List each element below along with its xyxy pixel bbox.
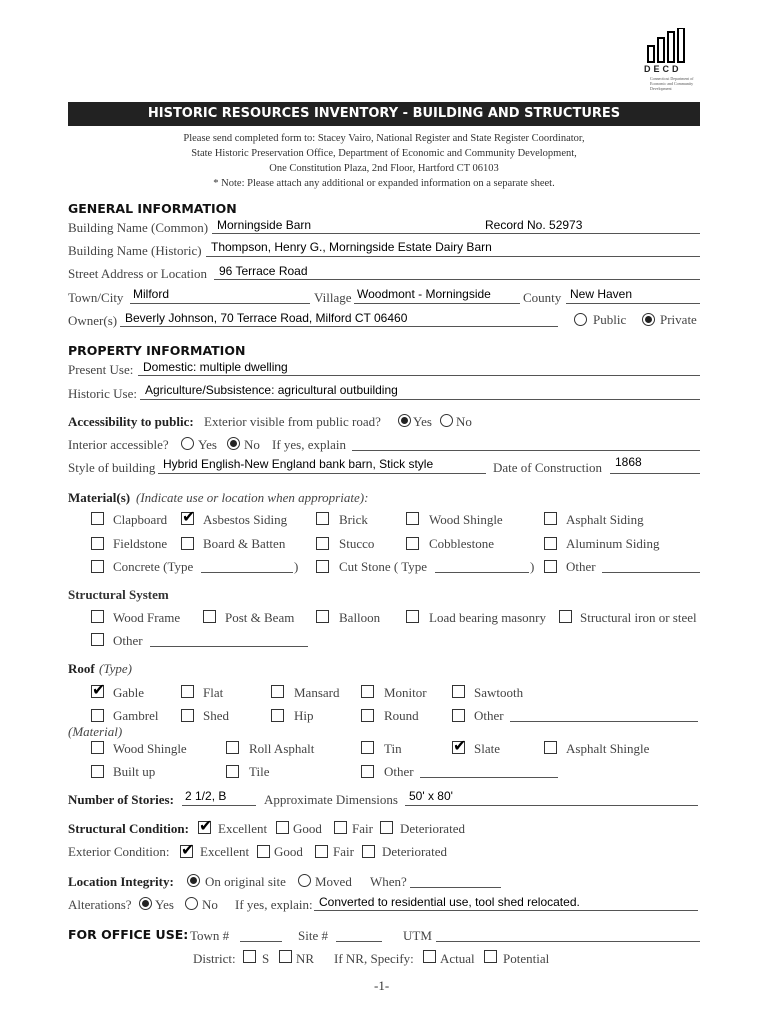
structural-good-checkbox[interactable] <box>276 821 289 834</box>
dimensions-label: Approximate Dimensions <box>264 792 398 807</box>
district-nr-checkbox[interactable] <box>279 950 292 963</box>
roof-material-note: (Material) <box>68 724 123 739</box>
clapboard-label: Clapboard <box>113 512 168 527</box>
tile-label: Tile <box>249 764 270 779</box>
interior-yes-label: Yes <box>198 437 217 452</box>
concrete-checkbox[interactable] <box>91 560 104 573</box>
exterior-deteriorated-checkbox[interactable] <box>362 845 375 858</box>
exterior-fair-checkbox[interactable] <box>315 845 328 858</box>
hip-checkbox[interactable] <box>271 709 284 722</box>
roof-type-note: (Type) <box>99 661 132 676</box>
accessibility-label: Accessibility to public: <box>68 414 194 429</box>
owners-label: Owner(s) <box>68 313 118 328</box>
stucco-checkbox[interactable] <box>316 537 329 550</box>
decd-logo-icon <box>646 28 690 64</box>
structural-other-label: Other <box>113 633 143 648</box>
materials-other-checkbox[interactable] <box>544 560 557 573</box>
district-s-checkbox[interactable] <box>243 950 256 963</box>
tin-checkbox[interactable] <box>361 741 374 754</box>
asphalt-shingle-checkbox[interactable] <box>544 741 557 754</box>
alterations-explain-field[interactable]: Converted to residential use, tool shed relocated. <box>319 895 580 909</box>
exterior-visible-no-radio[interactable] <box>440 414 453 427</box>
board-batten-label: Board & Batten <box>203 536 286 551</box>
moved-label: Moved <box>315 874 352 889</box>
nr-actual-label: Actual <box>440 951 475 966</box>
monitor-checkbox[interactable] <box>361 685 374 698</box>
structural-good-label: Good <box>293 821 322 836</box>
roof-wood-shingle-checkbox[interactable] <box>91 741 104 754</box>
interior-no-radio[interactable] <box>227 437 240 450</box>
clapboard-checkbox[interactable] <box>91 512 104 525</box>
town-label: Town/City <box>68 290 124 305</box>
building-name-common-field[interactable]: Morningside Barn <box>217 218 312 232</box>
asbestos-siding-checkbox[interactable]: ✔ <box>182 507 196 526</box>
exterior-visible-yes-label: Yes <box>413 414 432 429</box>
asphalt-siding-label: Asphalt Siding <box>566 512 644 527</box>
interior-explain-label: If yes, explain <box>272 437 347 452</box>
hip-label: Hip <box>294 708 314 723</box>
mansard-label: Mansard <box>294 685 340 700</box>
nr-actual-checkbox[interactable] <box>423 950 436 963</box>
county-label: County <box>523 290 562 305</box>
roof-material-other-checkbox[interactable] <box>361 765 374 778</box>
structural-deteriorated-checkbox[interactable] <box>380 821 393 834</box>
wood-shingle-siding-checkbox[interactable] <box>406 512 419 525</box>
stories-label: Number of Stories: <box>68 792 174 807</box>
dimensions-field[interactable]: 50' x 80' <box>409 789 453 803</box>
building-name-historic-label: Building Name (Historic) <box>68 243 202 258</box>
original-site-label: On original site <box>205 874 286 889</box>
decd-logo-tagline: Connecticut Department of Economic and Community Development <box>650 76 694 91</box>
round-label: Round <box>384 708 419 723</box>
shed-label: Shed <box>203 708 229 723</box>
exterior-excellent-label: Excellent <box>200 844 250 859</box>
owners-field[interactable]: Beverly Johnson, 70 Terrace Road, Milford CT 06460 <box>125 311 408 325</box>
street-address-label: Street Address or Location <box>68 266 207 281</box>
cobblestone-checkbox[interactable] <box>406 537 419 550</box>
fieldstone-label: Fieldstone <box>113 536 168 551</box>
structural-iron-label: Structural iron or steel <box>580 610 697 625</box>
instruction-line: Please send completed form to: Stacey Vairo, National Register and State Register Coordinator, <box>183 133 585 144</box>
county-field[interactable]: New Haven <box>570 287 633 301</box>
original-site-radio[interactable] <box>187 874 200 887</box>
monitor-label: Monitor <box>384 685 427 700</box>
tile-checkbox[interactable] <box>226 765 239 778</box>
built-up-label: Built up <box>113 764 156 779</box>
property-information-heading: PROPERTY INFORMATION <box>68 343 246 358</box>
wood-frame-checkbox[interactable] <box>91 610 104 623</box>
location-integrity-label: Location Integrity: <box>68 874 174 889</box>
fieldstone-checkbox[interactable] <box>91 537 104 550</box>
flat-checkbox[interactable] <box>181 685 194 698</box>
cobblestone-label: Cobblestone <box>429 536 494 551</box>
structural-excellent-label: Excellent <box>218 821 268 836</box>
form-title-bar <box>68 102 700 126</box>
sawtooth-checkbox[interactable] <box>452 685 465 698</box>
district-nr-label: NR <box>296 951 315 966</box>
materials-other-label: Other <box>566 559 596 574</box>
interior-accessible-label: Interior accessible? <box>68 437 169 452</box>
public-label: Public <box>593 312 627 327</box>
concrete-close-paren: ) <box>294 559 299 574</box>
cut-stone-label: Cut Stone ( Type <box>339 559 428 574</box>
accessibility-question: Exterior visible from public road? <box>204 414 381 429</box>
asphalt-siding-checkbox[interactable] <box>544 512 557 525</box>
alterations-no-label: No <box>202 897 218 912</box>
structural-fair-checkbox[interactable] <box>334 821 347 834</box>
district-s-label: S <box>262 951 270 966</box>
mansard-checkbox[interactable] <box>271 685 284 698</box>
gambrel-checkbox[interactable] <box>91 709 104 722</box>
aluminum-siding-checkbox[interactable] <box>544 537 557 550</box>
exterior-visible-yes-radio[interactable] <box>398 414 411 427</box>
alterations-no-radio[interactable] <box>185 897 198 910</box>
exterior-fair-label: Fair <box>333 844 354 859</box>
tin-label: Tin <box>384 741 402 756</box>
gambrel-label: Gambrel <box>113 708 159 723</box>
alterations-yes-label: Yes <box>155 897 174 912</box>
shed-checkbox[interactable] <box>181 709 194 722</box>
board-batten-checkbox[interactable] <box>181 537 194 550</box>
roll-asphalt-checkbox[interactable] <box>226 741 239 754</box>
date-construction-label: Date of Construction <box>493 460 603 475</box>
moved-radio[interactable] <box>298 874 311 887</box>
wood-shingle-siding-label: Wood Shingle <box>429 512 503 527</box>
post-beam-label: Post & Beam <box>225 610 295 625</box>
building-name-common-label: Building Name (Common) <box>68 220 209 235</box>
office-use-heading: FOR OFFICE USE: <box>68 927 189 942</box>
style-field[interactable]: Hybrid English-New England bank barn, Stick style <box>163 457 434 471</box>
interior-yes-radio[interactable] <box>181 437 194 450</box>
instruction-line: One Constitution Plaza, 2nd Floor, Hartford CT 06103 <box>269 163 499 174</box>
round-checkbox[interactable] <box>361 709 374 722</box>
structural-excellent-checkbox[interactable]: ✔ <box>199 816 213 835</box>
village-label: Village <box>314 290 352 305</box>
balloon-label: Balloon <box>339 610 381 625</box>
roof-type-other-checkbox[interactable] <box>452 709 465 722</box>
interior-no-label: No <box>244 437 260 452</box>
form-title: HISTORIC RESOURCES INVENTORY - BUILDING AND STRUCTURES <box>147 106 621 121</box>
general-information-heading: GENERAL INFORMATION <box>68 201 237 216</box>
historic-use-field[interactable]: Agriculture/Subsistence: agricultural outbuilding <box>145 383 398 397</box>
town-field[interactable]: Milford <box>133 287 170 301</box>
concrete-label: Concrete (Type <box>113 559 194 574</box>
alterations-label: Alterations? <box>68 897 132 912</box>
stories-field[interactable]: 2 1/2, B <box>185 789 227 803</box>
present-use-label: Present Use: <box>68 362 134 377</box>
alterations-yes-radio[interactable] <box>139 897 152 910</box>
post-beam-checkbox[interactable] <box>203 610 216 623</box>
decd-logo <box>640 28 700 96</box>
record-number-field[interactable]: Record No. 52973 <box>485 218 583 232</box>
brick-checkbox[interactable] <box>316 512 329 525</box>
flat-label: Flat <box>203 685 224 700</box>
exterior-condition-label: Exterior Condition: <box>68 844 170 859</box>
aluminum-siding-label: Aluminum Siding <box>566 536 660 551</box>
style-label: Style of building <box>68 460 156 475</box>
office-site-label: Site # <box>298 928 328 943</box>
slate-label: Slate <box>474 741 500 756</box>
gable-checkbox[interactable]: ✔ <box>92 680 106 699</box>
office-town-label: Town # <box>190 928 230 943</box>
structural-iron-checkbox[interactable] <box>559 610 572 623</box>
roof-type-other-label: Other <box>474 708 504 723</box>
public-radio[interactable] <box>574 313 587 326</box>
instruction-note: * Note: Please attach any additional or expanded information on a separate sheet. <box>213 178 555 189</box>
load-bearing-masonry-label: Load bearing masonry <box>429 610 546 625</box>
materials-note: (Indicate use or location when appropriate): <box>136 490 369 505</box>
exterior-good-checkbox[interactable] <box>257 845 270 858</box>
private-radio[interactable] <box>642 313 655 326</box>
built-up-checkbox[interactable] <box>91 765 104 778</box>
nr-potential-label: Potential <box>503 951 550 966</box>
street-address-field[interactable]: 96 Terrace Road <box>219 264 308 278</box>
gable-label: Gable <box>113 685 145 700</box>
structural-system-heading: Structural System <box>68 587 169 602</box>
page-number: -1- <box>374 978 390 993</box>
structural-condition-label: Structural Condition: <box>68 821 189 836</box>
materials-heading: Material(s) <box>68 490 131 505</box>
asphalt-shingle-label: Asphalt Shingle <box>566 741 650 756</box>
exterior-excellent-checkbox[interactable]: ✔ <box>181 840 195 859</box>
office-district-label: District: <box>193 951 236 966</box>
structural-deteriorated-label: Deteriorated <box>400 821 465 836</box>
present-use-field[interactable]: Domestic: multiple dwelling <box>143 360 288 374</box>
sawtooth-label: Sawtooth <box>474 685 524 700</box>
balloon-checkbox[interactable] <box>316 610 329 623</box>
alterations-explain-label: If yes, explain: <box>235 897 313 912</box>
if-nr-specify-label: If NR, Specify: <box>334 951 414 966</box>
roof-wood-shingle-label: Wood Shingle <box>113 741 187 756</box>
office-utm-label: UTM <box>403 928 432 943</box>
historic-use-label: Historic Use: <box>68 386 137 401</box>
instruction-line: State Historic Preservation Office, Department of Economic and Community Development, <box>191 148 577 159</box>
village-field[interactable]: Woodmont - Morningside <box>357 287 491 301</box>
brick-label: Brick <box>339 512 368 527</box>
structural-fair-label: Fair <box>352 821 373 836</box>
slate-checkbox[interactable]: ✔ <box>453 736 467 755</box>
nr-potential-checkbox[interactable] <box>484 950 497 963</box>
stucco-label: Stucco <box>339 536 375 551</box>
structural-other-checkbox[interactable] <box>91 633 104 646</box>
load-bearing-masonry-checkbox[interactable] <box>406 610 419 623</box>
exterior-deteriorated-label: Deteriorated <box>382 844 447 859</box>
decd-logo-letters: DECD <box>644 64 682 74</box>
cut-stone-close-paren: ) <box>530 559 535 574</box>
cut-stone-checkbox[interactable] <box>316 560 329 573</box>
wood-frame-label: Wood Frame <box>113 610 181 625</box>
roof-material-other-label: Other <box>384 764 414 779</box>
when-label: When? <box>370 874 407 889</box>
private-label: Private <box>660 312 697 327</box>
date-construction-field[interactable]: 1868 <box>615 455 642 469</box>
building-name-historic-field[interactable]: Thompson, Henry G., Morningside Estate Dairy Barn <box>211 240 492 254</box>
roll-asphalt-label: Roll Asphalt <box>249 741 315 756</box>
exterior-good-label: Good <box>274 844 303 859</box>
exterior-visible-no-label: No <box>456 414 472 429</box>
roof-heading: Roof <box>68 661 95 676</box>
asbestos-siding-label: Asbestos Siding <box>203 512 288 527</box>
